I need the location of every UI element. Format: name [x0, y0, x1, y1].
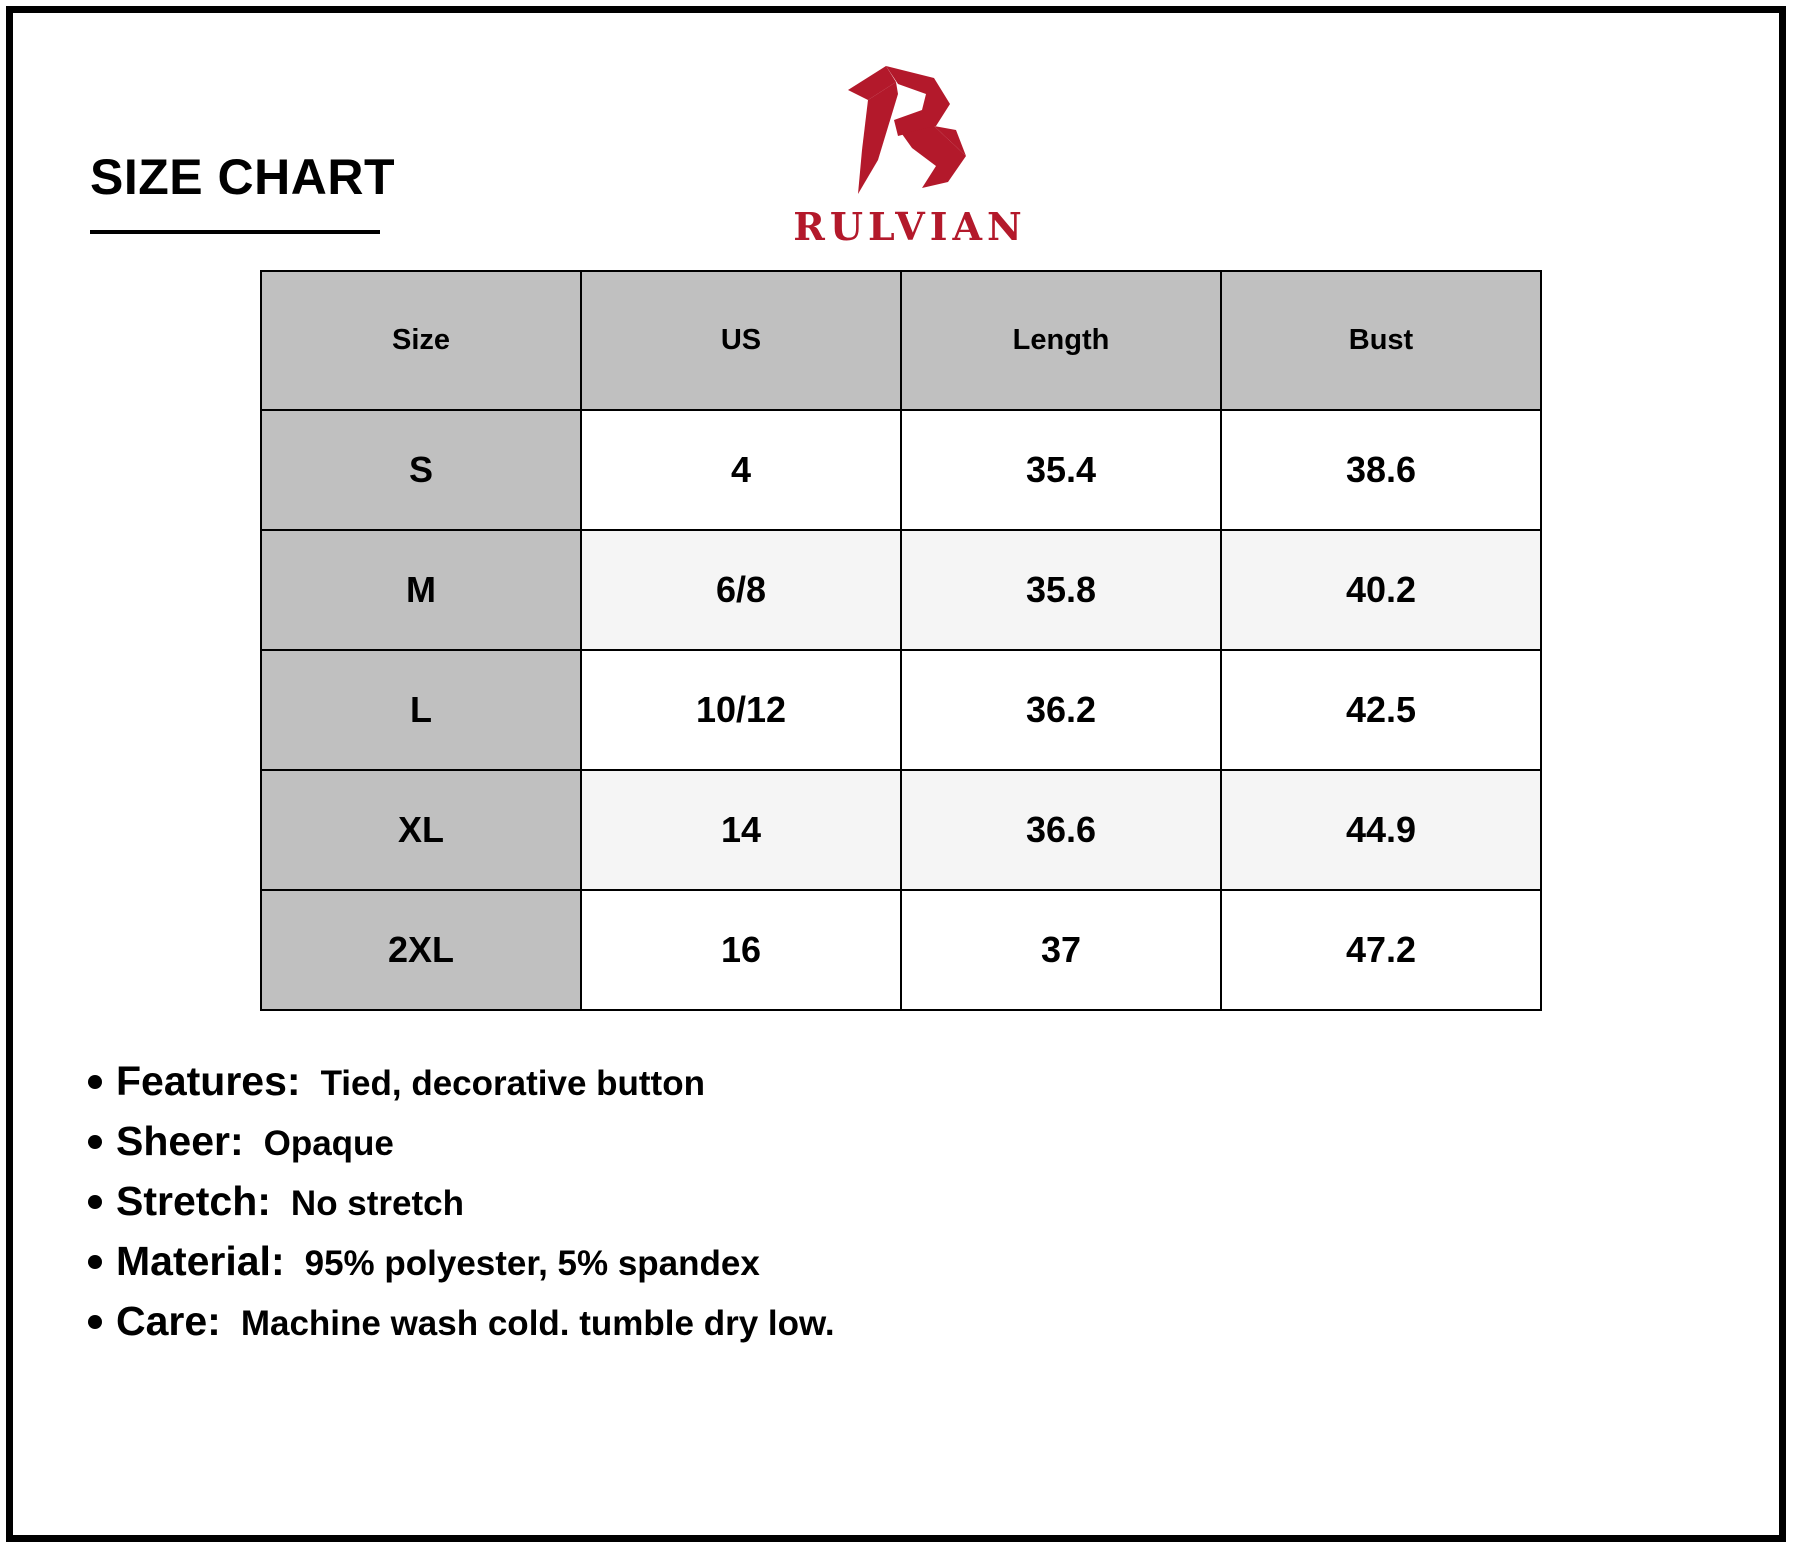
spec-item-stretch [88, 1178, 835, 1238]
bullet-icon [88, 1195, 102, 1209]
table-row [261, 770, 1541, 890]
spec-label: Care: [116, 1298, 221, 1344]
length-cell: 37 [901, 890, 1221, 1010]
table-row [261, 530, 1541, 650]
us-cell: 4 [581, 410, 901, 530]
table-header-row [261, 271, 1541, 410]
stylized-r-logo-icon [838, 60, 978, 200]
length-cell: 36.2 [901, 650, 1221, 770]
length-cell: 35.8 [901, 530, 1221, 650]
spec-item-care [88, 1298, 835, 1358]
bust-cell: 40.2 [1221, 530, 1541, 650]
bust-cell: 47.2 [1221, 890, 1541, 1010]
bullet-icon [88, 1075, 102, 1089]
table-row [261, 890, 1541, 1010]
size-cell: L [261, 650, 581, 770]
bullet-icon [88, 1315, 102, 1329]
column-header-bust: Bust [1221, 271, 1541, 410]
spec-value: Tied, decorative button [320, 1064, 705, 1103]
size-cell: S [261, 410, 581, 530]
spec-item-features [88, 1058, 835, 1118]
size-cell: XL [261, 770, 581, 890]
spec-value: No stretch [290, 1184, 465, 1223]
bullet-icon [88, 1135, 102, 1149]
length-cell: 35.4 [901, 410, 1221, 530]
spec-item-material [88, 1238, 835, 1298]
table-row [261, 650, 1541, 770]
size-table [260, 270, 1542, 1011]
brand-logo [780, 60, 1040, 250]
size-cell: 2XL [261, 890, 581, 1010]
us-cell: 10/12 [581, 650, 901, 770]
spec-label: Stretch: [116, 1178, 271, 1224]
bullet-icon [88, 1255, 102, 1269]
spec-label: Features: [116, 1058, 301, 1104]
brand-name: RULVIAN [793, 204, 1027, 249]
spec-list [88, 1058, 835, 1358]
title-underline [90, 230, 380, 234]
column-header-us: US [581, 271, 901, 410]
spec-label: Sheer: [116, 1118, 244, 1164]
spec-value: Machine wash cold. tumble dry low. [240, 1304, 835, 1343]
length-cell: 36.6 [901, 770, 1221, 890]
page-title: SIZE CHART [90, 149, 395, 205]
bust-cell: 38.6 [1221, 410, 1541, 530]
bust-cell: 44.9 [1221, 770, 1541, 890]
us-cell: 6/8 [581, 530, 901, 650]
title-block [90, 148, 395, 206]
spec-value: Opaque [263, 1124, 394, 1163]
bust-cell: 42.5 [1221, 650, 1541, 770]
column-header-size: Size [261, 271, 581, 410]
spec-label: Material: [116, 1238, 285, 1284]
size-cell: M [261, 530, 581, 650]
spec-item-sheer [88, 1118, 835, 1178]
us-cell: 16 [581, 890, 901, 1010]
us-cell: 14 [581, 770, 901, 890]
column-header-length: Length [901, 271, 1221, 410]
spec-value: 95% polyester, 5% spandex [304, 1244, 760, 1283]
table-row [261, 410, 1541, 530]
